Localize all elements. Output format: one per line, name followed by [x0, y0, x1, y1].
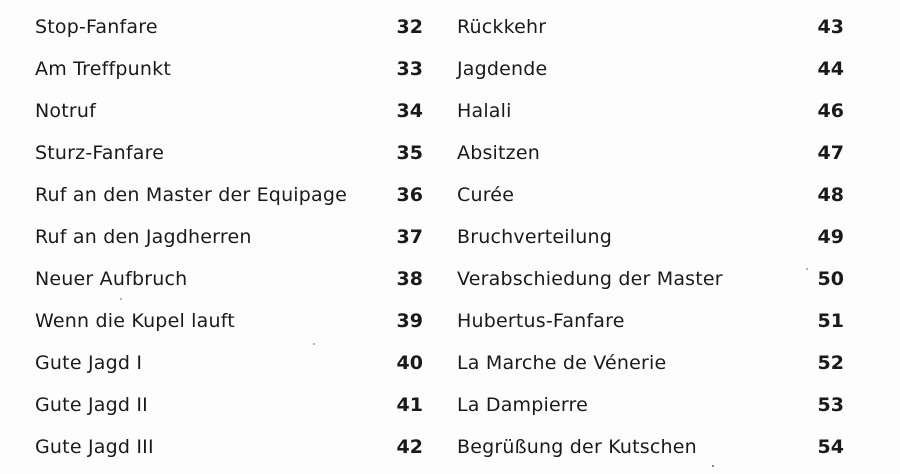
toc-entry-page-number: 46 [817, 100, 844, 122]
toc-entry-page-number: 52 [817, 352, 844, 374]
toc-entry-page-number: 42 [396, 436, 423, 458]
scan-speck [712, 465, 714, 467]
toc-entry-page-number: 33 [396, 58, 423, 80]
toc-entry-page-number: 40 [396, 352, 423, 374]
toc-entry-page-number: 32 [396, 16, 423, 38]
toc-entry-title: Wenn die Kupel lauft [35, 310, 235, 332]
toc-entry-title: Absitzen [457, 142, 540, 164]
toc-entry-title: La Marche de Vénerie [457, 352, 667, 374]
toc-entry [35, 132, 423, 174]
toc-entry [457, 258, 844, 300]
toc-entry [35, 6, 423, 48]
toc-entry-title: Ruf an den Master der Equipage [35, 184, 348, 206]
toc-entry-title: Gute Jagd I [35, 352, 143, 374]
toc-entry-page-number: 37 [396, 226, 423, 248]
toc-entry-page-number: 43 [817, 16, 844, 38]
scan-speck [806, 268, 808, 270]
toc-entry [457, 90, 844, 132]
toc-entry [457, 342, 844, 384]
toc-entry [457, 48, 844, 90]
toc-entry [35, 342, 423, 384]
toc-entry-title: Curée [457, 184, 515, 206]
toc-column-right [457, 6, 844, 468]
toc-entry-page-number: 54 [817, 436, 844, 458]
toc-entry-title: Am Treffpunkt [35, 58, 172, 80]
toc-entry [457, 6, 844, 48]
toc-entry-title: Hubertus-Fanfare [457, 310, 625, 332]
toc-entry [457, 426, 844, 468]
toc-entry-title: Verabschiedung der Master [457, 268, 723, 290]
toc-entry [35, 300, 423, 342]
toc-entry-title: La Dampierre [457, 394, 589, 416]
scan-speck [313, 343, 315, 345]
toc-entry-title: Stop-Fanfare [35, 16, 158, 38]
scan-speck [120, 298, 122, 300]
toc-entry-page-number: 41 [396, 394, 423, 416]
toc-entry [35, 48, 423, 90]
toc-entry [35, 384, 423, 426]
toc-entry-page-number: 38 [396, 268, 423, 290]
toc-entry-title: Ruf an den Jagdherren [35, 226, 252, 248]
toc-column-left [35, 6, 423, 468]
toc-entry-title: Gute Jagd III [35, 436, 154, 458]
toc-entry-page-number: 50 [817, 268, 844, 290]
toc-entry [457, 132, 844, 174]
toc-entry-title: Gute Jagd II [35, 394, 148, 416]
toc-entry-title: Jagdende [457, 58, 548, 80]
toc-entry-page-number: 36 [396, 184, 423, 206]
toc-entry-title: Halali [457, 100, 512, 122]
toc-entry-page-number: 53 [817, 394, 844, 416]
toc-entry [457, 174, 844, 216]
toc-entry-page-number: 34 [396, 100, 423, 122]
toc-entry [35, 90, 423, 132]
toc-entry-page-number: 44 [817, 58, 844, 80]
toc-entry-title: Sturz-Fanfare [35, 142, 165, 164]
toc-entry-title: Neuer Aufbruch [35, 268, 188, 290]
toc-entry-title: Begrüßung der Kutschen [457, 436, 697, 458]
toc-entry-page-number: 35 [396, 142, 423, 164]
toc-entry [457, 300, 844, 342]
toc-entry [457, 216, 844, 258]
toc-entry [35, 216, 423, 258]
toc-entry [35, 426, 423, 468]
toc-entry [457, 384, 844, 426]
toc-entry-page-number: 39 [396, 310, 423, 332]
toc-entry-title: Rückkehr [457, 16, 547, 38]
toc-entry-page-number: 51 [817, 310, 844, 332]
toc-entry [35, 174, 423, 216]
toc-entry-page-number: 48 [817, 184, 844, 206]
toc-entry-page-number: 47 [817, 142, 844, 164]
toc-entry [35, 258, 423, 300]
toc-entry-title: Notruf [35, 100, 97, 122]
toc-entry-page-number: 49 [817, 226, 844, 248]
toc-entry-title: Bruchverteilung [457, 226, 612, 248]
